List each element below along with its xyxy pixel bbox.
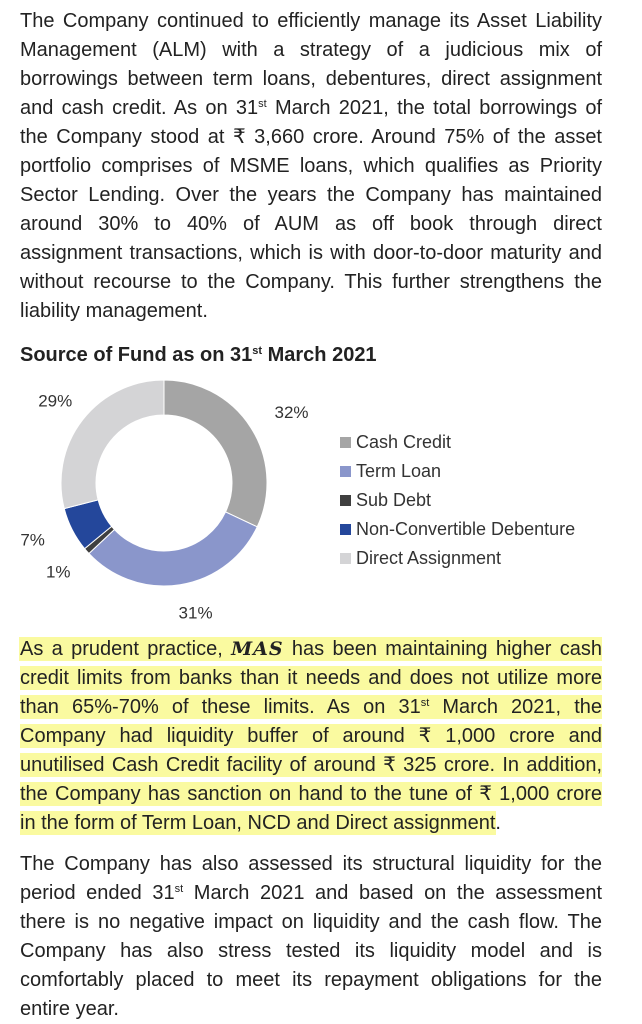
legend-item-sub-debt — [340, 486, 575, 515]
legend-label: Cash Credit — [356, 432, 452, 452]
structural-text-1: The Company has also assessed its structural liquidity for the period ended 31 — [20, 853, 602, 904]
liquidity-text-1: has been maintaining higher cash credit limits from banks than it needs and does not utilize more than 65%-70% of these limits. As on 31 — [20, 638, 602, 718]
legend-swatch — [340, 524, 351, 535]
ordinal-suffix: st — [174, 883, 184, 895]
donut-slice-cash-credit — [164, 380, 267, 527]
donut-label-sub-debt: 1% — [45, 562, 71, 582]
liquidity-text-end: . — [495, 812, 501, 834]
legend-label: Non-Convertible Debenture — [356, 519, 576, 539]
donut-slice-direct-assignment — [61, 380, 164, 509]
legend-swatch — [340, 495, 351, 506]
ordinal-suffix: st — [420, 697, 430, 709]
donut-label-direct-assignment: 29% — [38, 391, 73, 411]
donut-label-non-convertible-debenture: 7% — [20, 530, 45, 550]
chart-title-date: March 2021 — [262, 344, 377, 366]
structural-liquidity-paragraph — [20, 850, 602, 1024]
legend-label: Term Loan — [356, 461, 442, 481]
intro-paragraph — [20, 7, 602, 326]
legend-label: Sub Debt — [356, 490, 432, 510]
intro-text-1: The Company continued to efficiently manage its Asset Liability Management (ALM) with a strategy of a judicious mix of borrowings between term loans, debentures, direct assignment and cash credit. As on 31 — [20, 10, 602, 119]
legend-swatch — [340, 553, 351, 564]
donut-label-term-loan: 31% — [178, 603, 213, 620]
intro-text-2: March 2021, the total borrowings of the Company stood at ₹ 3,660 crore. Around 75% of the asset portfolio comprises of MSME loans, which qualifies as Priority Sector Lending. Over the years the Company has maintained around 30% to 40% of AUM as off book through direct assignment transactions, which is with door-to-door maturity and without recourse to the Company. This further strengthens the liability management. — [20, 97, 603, 322]
ordinal-suffix: st — [258, 98, 267, 110]
donut-slice-term-loan — [89, 512, 257, 586]
chart-title-text: Source of Fund as on 31 — [20, 344, 253, 366]
chart-legend — [340, 428, 575, 573]
mas-logo: MAS — [231, 638, 284, 660]
legend-item-cash-credit — [340, 428, 575, 457]
legend-item-direct-assignment — [340, 544, 575, 573]
liquidity-paragraph — [20, 635, 602, 838]
legend-item-term-loan — [340, 457, 575, 486]
structural-text-2: March 2021 and based on the assessment there is no negative impact on liquidity and the cash flow. The Company has also stress tested its liquidity model and is comfortably placed to meet its repayment obligations for the entire year. — [20, 882, 602, 1020]
legend-swatch — [340, 437, 351, 448]
legend-swatch — [340, 466, 351, 477]
chart-title — [20, 341, 377, 369]
chart-title-suffix: st — [252, 345, 263, 357]
legend-label: Direct Assignment — [356, 548, 502, 568]
legend-item-non-convertible-debenture — [340, 515, 575, 544]
liquidity-text-intro: As a prudent practice, — [20, 638, 232, 660]
liquidity-text-2: March 2021, the Company had liquidity buffer of around ₹ 1,000 crore and unutilised Cash Credit facility of around ₹ 325 crore. In addition, the Company has sanction on hand to the tune of ₹ 1,000 crore in the form of Term Loan, NCD and Direct assignment — [20, 696, 602, 834]
donut-label-cash-credit: 32% — [274, 403, 309, 423]
